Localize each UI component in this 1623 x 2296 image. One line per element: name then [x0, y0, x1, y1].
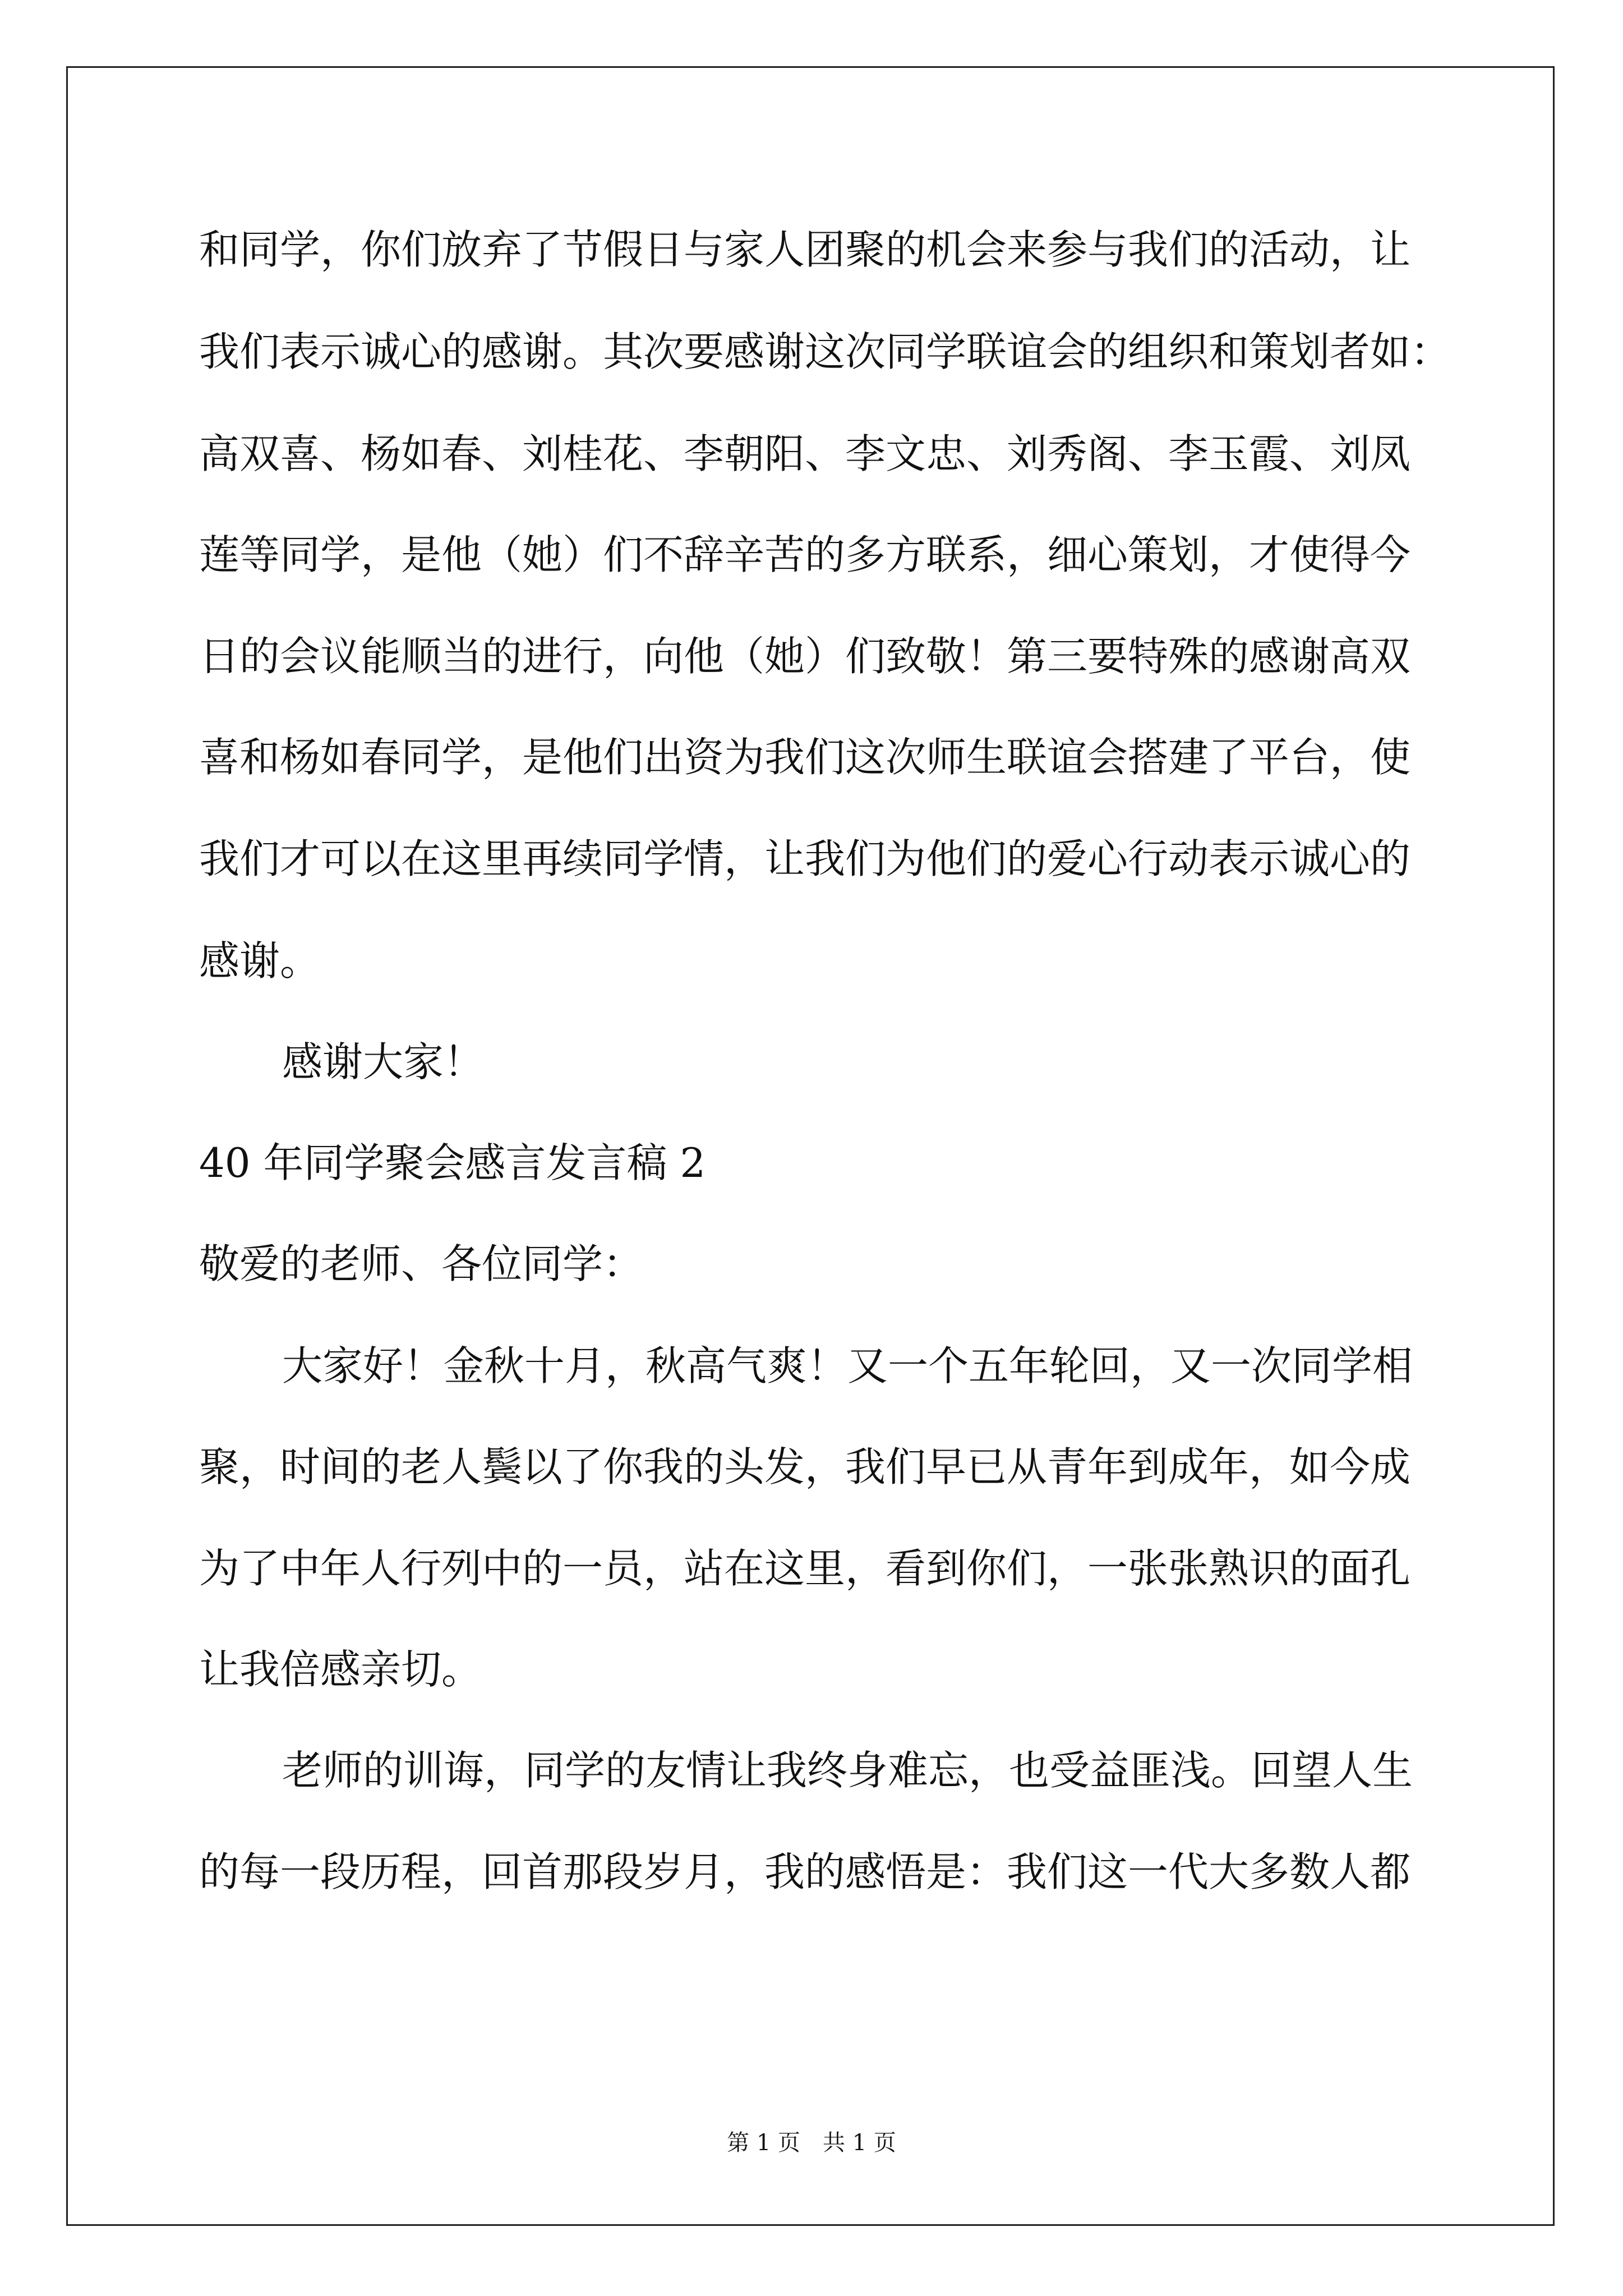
paragraph-line: 为了中年人行列中的一员，站在这里，看到你们，一张张熟识的面孔 [199, 1545, 1411, 1592]
page-total: 共 1 页 [823, 2130, 896, 2156]
paragraph-line: 我们才可以在这里再续同学情，让我们为他们的爱心行动表示诚心的 [199, 835, 1411, 882]
salutation: 敬爱的老师、各位同学： [199, 1240, 644, 1287]
paragraph-line: 大家好！金秋十月，秋高气爽！又一个五年轮回，又一次同学相 [282, 1342, 1413, 1389]
paragraph-line: 感谢。 [199, 937, 321, 984]
paragraph-line: 我们表示诚心的感谢。其次要感谢这次同学联谊会的组织和策划者如： [199, 328, 1451, 375]
paragraph-line: 和同学，你们放弃了节假日与家人团聚的机会来参与我们的活动，让 [199, 226, 1411, 273]
paragraph-line: 老师的训诲，同学的友情让我终身难忘，也受益匪浅。回望人生 [282, 1747, 1413, 1794]
paragraph-line: 的每一段历程，回首那段岁月，我的感悟是：我们这一代大多数人都 [199, 1848, 1411, 1895]
page-number: 第 1 页 [727, 2130, 800, 2156]
paragraph-line: 喜和杨如春同学，是他们出资为我们这次师生联谊会搭建了平台，使 [199, 734, 1411, 781]
paragraph-line: 让我倍感亲切。 [199, 1646, 482, 1693]
section-heading: 40 年同学聚会感言发言稿 2 [199, 1139, 706, 1186]
paragraph-line: 高双喜、杨如春、刘桂花、李朝阳、李文忠、刘秀阁、李玉霞、刘凤 [199, 430, 1411, 477]
paragraph-line: 莲等同学，是他（她）们不辞辛苦的多方联系，细心策划，才使得今 [199, 531, 1411, 578]
closing-line: 感谢大家！ [282, 1038, 485, 1085]
page-footer [0, 2126, 1623, 2160]
paragraph-line: 日的会议能顺当的进行，向他（她）们致敬！第三要特殊的感谢高双 [199, 633, 1411, 680]
paragraph-line: 聚，时间的老人鬓以了你我的头发，我们早已从青年到成年，如今成 [199, 1443, 1411, 1490]
